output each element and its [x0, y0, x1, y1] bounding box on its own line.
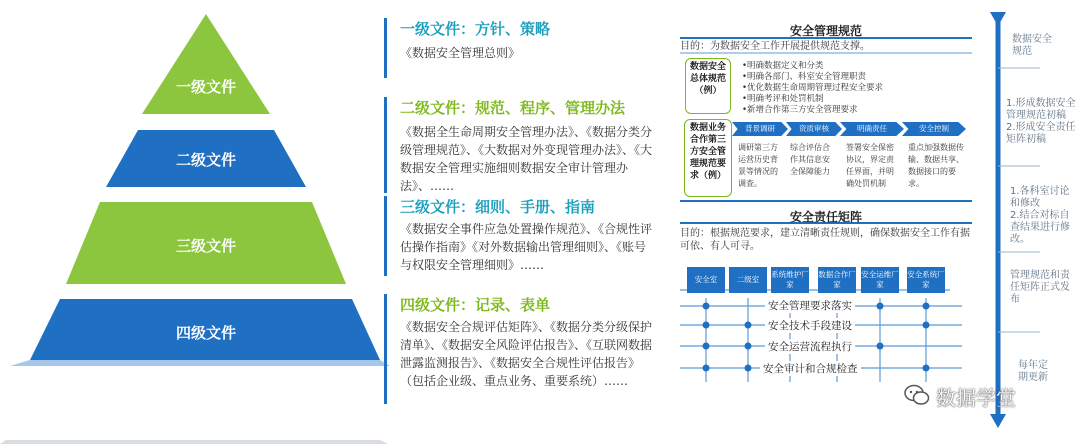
norms-purpose: 目的：为数据安全工作开展提供规范支撑。: [680, 41, 870, 52]
pyramid-label-4: 四级文件: [175, 324, 236, 342]
norms-bullet: • 明确各部门、科室安全管理职责: [742, 72, 972, 83]
level-1-desc: 《数据安全管理总则》: [400, 46, 521, 60]
norms-step-3-desc: 签署安全保密协议，界定责任界面，并明确处罚机制: [846, 143, 894, 188]
norms-step-1: 背景调研: [732, 122, 788, 136]
norms-bullet: • 明确考评和处罚机制: [742, 94, 972, 105]
norms-bullet: • 新增合作第三方安全管理要求: [742, 105, 972, 116]
norms-bullet: • 优化数据生命周期管理过程安全要求: [742, 83, 972, 94]
timeline-item-3: 1.各科室讨论和修改 2.结合对标自查结果进行修改。: [1010, 186, 1070, 245]
pyramid-tier-1: [142, 14, 270, 114]
level-3-title: 三级文件：细则、手册、指南: [400, 198, 596, 216]
level-3-desc: 《数据安全事件应急处置操作规范》、《合规性评估操作指南》《对外数据输出管理细则》、《账号与权限安全管理细则》……: [400, 222, 653, 272]
level-2-title: 二级文件：规范、程序、管理办法: [400, 99, 626, 117]
pyramid-tier-4-side: [10, 360, 390, 366]
level-2-desc: 《数据全生命周期安全管理办法》、《数据分类分级管理规范》、《大数据对外变现管理办法》、《大数据安全管理实施细则数据安全审计管理办法》、……: [400, 125, 653, 193]
pyramid-label-1: 一级文件: [175, 78, 236, 96]
pyramid-label-2: 二级文件: [175, 151, 236, 169]
matrix-row-4: 安全审计和合规检查: [760, 361, 861, 376]
norms-bullets: [742, 61, 972, 116]
watermark-text: 数据学堂: [936, 386, 1016, 410]
norms-side-box-2: 数据业务合作第三方安全管理规范要求（例）: [684, 119, 732, 197]
norms-step-2-desc: 综合评估合作其信息安全保障能力: [790, 143, 830, 176]
matrix-role-6: 安全系统厂家: [907, 267, 945, 293]
timeline-item-5: 每年定期更新: [1018, 360, 1048, 383]
matrix-role-1: 安全室: [687, 267, 725, 293]
wechat-icon: [904, 384, 930, 406]
norms-step-3: 明确责任: [840, 122, 904, 136]
norms-step-2: 资质审核: [786, 122, 842, 136]
matrix-role-5: 安全运维厂家: [861, 267, 899, 293]
timeline-item-1: 数据安全规范: [1012, 34, 1052, 57]
level-1-title: 一级文件：方针、策略: [400, 20, 551, 38]
matrix-row-1: 安全管理要求落实: [765, 298, 855, 313]
matrix-role-3: 系统维护厂家: [771, 267, 809, 293]
norms-step-1-desc: 调研第三方运营历史背景等情况的调查。: [738, 143, 778, 188]
pyramid-label-3: 三级文件: [175, 237, 236, 255]
matrix-role-2: 二级室: [729, 267, 767, 293]
matrix-role-4: 数据合作厂家: [818, 267, 856, 293]
norms-title: 安全管理规范: [790, 24, 863, 38]
level-3-bar: [384, 196, 387, 276]
matrix-purpose: 目的：根据规范要求，建立清晰责任规则，确保数据安全工作有据可依、有人可寻。: [680, 228, 970, 252]
matrix-row-3: 安全运营流程执行: [765, 339, 855, 354]
matrix-row-2: 安全技术手段建设: [765, 318, 855, 333]
level-4-bar: [384, 294, 387, 404]
norms-step-4: 安全控制: [902, 122, 966, 136]
norms-bullet: • 明确数据定义和分类: [742, 61, 972, 72]
level-1-bar: [384, 18, 387, 78]
pyramid-shadow: [0, 440, 388, 444]
matrix-title: 安全责任矩阵: [790, 210, 863, 224]
norms-side-box: 数据安全总体规范（例）: [685, 58, 731, 114]
norms-step-4-desc: 重点加强数据传输、数据共享、数据接口的要求。: [908, 143, 964, 188]
level-2-bar: [384, 97, 387, 193]
timeline-item-2: 1.形成数据安全管理规范初稿 2.形成安全责任矩阵初稿: [1006, 98, 1076, 145]
level-4-title: 四级文件：记录、表单: [400, 296, 551, 314]
timeline-item-4: 管理规范和责任矩阵正式发布: [1010, 270, 1070, 305]
level-4-desc: 《数据安全合规评估矩阵》、《数据分类分级保护清单》、《数据安全风险评估报告》、《互联网数据泄露监测报告》、《数据安全合规性评估报告》（包括企业级、重点业务、重要系统）……: [400, 320, 653, 388]
